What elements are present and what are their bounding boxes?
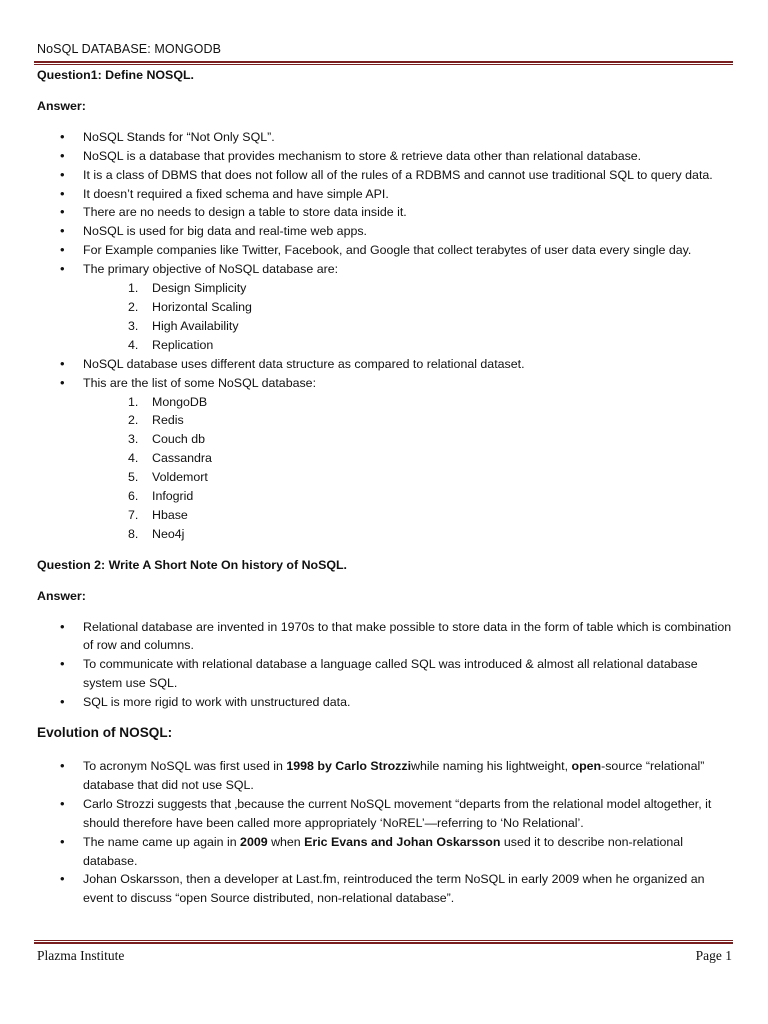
q1-bullet-list <box>37 128 737 544</box>
page-number: Page 1 <box>695 948 732 963</box>
list-item: 8. Neo4j <box>128 526 185 541</box>
list-item: • To communicate with relational database a language called SQL was introduced & almost all relational database system use SQL. <box>37 655 737 693</box>
list-item: 3. High Availability <box>128 318 239 333</box>
header-title: NoSQL DATABASE: MONGODB <box>37 42 222 56</box>
evolution-bullet-list <box>37 757 737 908</box>
list-item: 5. Voldemort <box>128 470 208 485</box>
list-item: 2. Redis <box>128 413 184 428</box>
list-item: • NoSQL is a database that provides mechanism to store & retrieve data other than relational database. <box>37 147 737 166</box>
list-item: 7. Hbase <box>128 507 188 522</box>
list-item: • Johan Oskarsson, then a developer at Last.fm, reintroduced the term NoSQL in early 2009 when he organized an event to discuss “open Source distributed, non-relational database”. <box>37 870 737 908</box>
list-item <box>37 260 737 355</box>
question-2: Question 2: Write A Short Note On history of NoSQL. <box>37 557 348 572</box>
list-item: • NoSQL Stands for “Not Only SQL”. <box>37 128 737 147</box>
list-item: 2. Horizontal Scaling <box>128 299 252 314</box>
list-item: 1. MongoDB <box>128 394 208 409</box>
list-item: • Carlo Strozzi suggests that ‚because the current NoSQL movement “departs from the relational model altogether, it should therefore have been called more appropriately ‘NoREL’—referring to ‘No Relational’. <box>37 795 737 833</box>
list-item: 4. Cassandra <box>128 451 212 466</box>
list-item: 1. Design Simplicity <box>128 281 247 296</box>
list-item: • For Example companies like Twitter, Facebook, and Google that collect terabytes of user data every single day. <box>37 241 737 260</box>
list-item-text: This are the list of some NoSQL database: <box>83 375 317 390</box>
list-item: • NoSQL database uses different data structure as compared to relational dataset. <box>37 355 737 374</box>
answer-label-1: Answer: <box>37 98 86 113</box>
question-1: Question1: Define NOSQL. <box>37 68 194 82</box>
answer-label-2: Answer: <box>37 588 86 603</box>
list-item: • It is a class of DBMS that does not follow all of the rules of a RDBMS and cannot use traditional SQL to query data. <box>37 166 737 185</box>
databases-list <box>37 393 737 544</box>
footer-institute: Plazma Institute <box>37 948 125 963</box>
list-item: 4. Replication <box>128 337 214 352</box>
objectives-list <box>37 279 737 355</box>
list-item: 3. Couch db <box>128 432 206 447</box>
q2-bullet-list <box>37 618 737 713</box>
list-item: • NoSQL is used for big data and real-time web apps. <box>37 222 737 241</box>
list-item <box>37 374 737 544</box>
footer-rule <box>34 940 733 944</box>
header-rule <box>34 61 733 65</box>
list-item: 6. Infogrid <box>128 489 194 504</box>
content <box>37 66 737 908</box>
list-item: • The name came up again in 2009 when Eric Evans and Johan Oskarsson used it to describe non-relational database. <box>37 833 737 871</box>
list-item: • It doesn’t required a fixed schema and have simple API. <box>37 185 737 204</box>
list-item: • Relational database are invented in 1970s to that make possible to store data in the form of table which is combination of row and columns. <box>37 618 737 656</box>
evolution-heading: Evolution of NOSQL: <box>37 725 173 741</box>
list-item-text: The primary objective of NoSQL database are: <box>83 262 339 277</box>
list-item: • To acronym NoSQL was first used in 1998 by Carlo Strozziwhile naming his lightweight, open-source “relational” database that did not use SQL. <box>37 757 737 795</box>
list-item: • There are no needs to design a table to store data inside it. <box>37 203 737 222</box>
list-item: • SQL is more rigid to work with unstructured data. <box>37 693 737 712</box>
